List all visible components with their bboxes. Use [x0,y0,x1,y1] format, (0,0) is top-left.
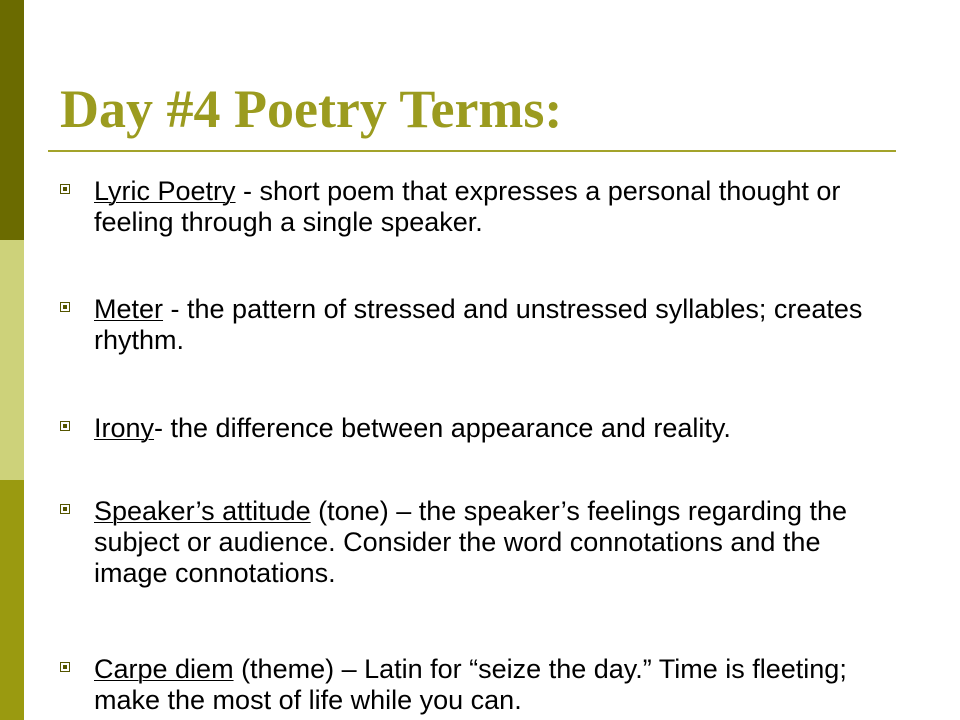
term-label: Carpe diem [94,654,234,684]
bullet-text [94,496,884,589]
term-definition: - short poem that expresses a personal thought or feeling through a single speaker. [94,176,841,237]
bullet-text [94,176,884,238]
bullet-text [94,294,884,356]
accent-bar-middle-segment [0,240,24,480]
accent-bar-top-segment [0,0,24,240]
bullet-text [94,654,884,716]
square-bullet-icon [60,421,70,431]
term-definition: (theme) – Latin for “seize the day.” Time is fleeting; make the most of life while you can. [94,654,847,715]
term-definition: - the pattern of stressed and unstressed syllables; creates rhythm. [94,294,863,355]
term-label: Lyric Poetry [94,176,236,206]
term-label: Irony [94,413,155,443]
term-label: Meter [94,294,164,324]
square-bullet-icon [60,662,70,672]
square-bullet-icon [60,184,70,194]
term-label: Speaker’s attitude [94,496,311,526]
left-accent-bar [0,0,24,720]
term-definition: (tone) – the speaker’s feelings regarding the subject or audience. Consider the word connotations and the image connotations. [94,496,847,588]
title-underline-rule [48,150,896,152]
accent-bar-bottom-segment [0,480,24,720]
bullet-text [94,413,884,444]
slide-title: Day #4 Poetry Terms: [60,79,563,139]
term-definition: - the difference between appearance and reality. [154,413,731,443]
square-bullet-icon [60,302,70,312]
square-bullet-icon [60,504,70,514]
